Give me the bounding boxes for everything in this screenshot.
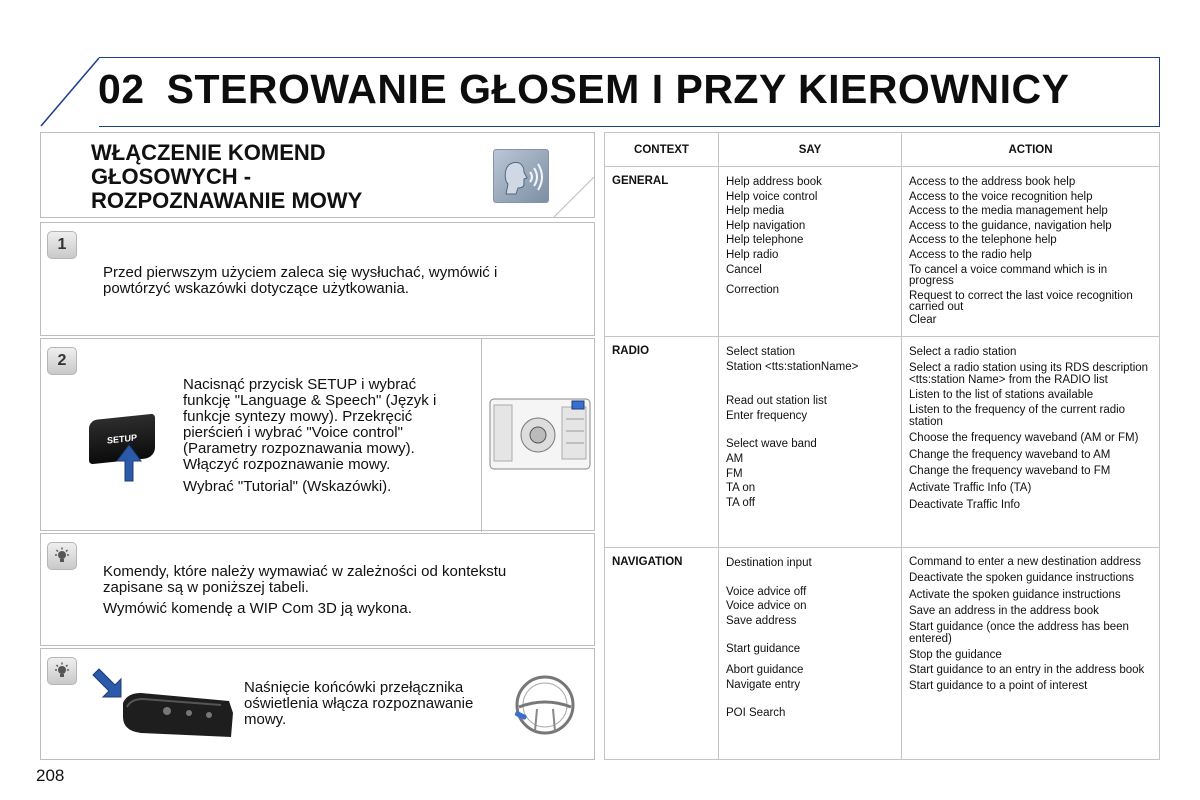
say-item: Navigate entry [726, 678, 801, 691]
action-item: Clear [909, 313, 937, 326]
action-item: Access to the address book help [909, 176, 1076, 188]
action-item: Deactivate the spoken guidance instructions [909, 572, 1135, 584]
step-2-text: Nacisnąć przycisk SETUP i wybrać funkcję "Language & Speech" (Język i funkcje syntezy mowy). Przekręcić pierścień i wybrać "Voice control" (Parametry rozpoznawania mowy). Włączyć rozpoznawanie mowy. [183, 376, 437, 473]
action-item: Listen to the list of stations available [909, 388, 1094, 401]
say-item: Help voice control [726, 190, 818, 203]
action-item: Command to enter a new destination address [909, 556, 1142, 568]
action-cell [902, 167, 1160, 337]
say-item: Select wave band [726, 438, 817, 451]
action-item: Select a radio station using its RDS description <tts:station Name> from the RADIO list [909, 361, 1149, 386]
tip-1-text-2: Wymówić komendę a WIP Com 3D ją wykona. [103, 600, 412, 617]
table-row-navigation [605, 548, 1160, 760]
tip-2-panel [40, 648, 595, 760]
arrow-up-icon [115, 443, 143, 483]
tip-1-lightbulb-icon [47, 542, 77, 570]
table-header-row [605, 133, 1160, 167]
action-item: Request to correct the last voice recognition carried out [909, 289, 1133, 313]
voice-commands-table [604, 132, 1160, 760]
page-title [98, 66, 1069, 113]
say-item: Correction [726, 284, 780, 297]
say-item: Read out station list [726, 395, 828, 408]
say-item: Abort guidance [726, 663, 804, 676]
action-item: Listen to the frequency of the current radio station [909, 404, 1126, 429]
step-1-panel [40, 222, 595, 336]
table-row-general [605, 167, 1160, 337]
action-item: Access to the telephone help [909, 234, 1057, 247]
radio-unit-panel [481, 339, 596, 532]
tip-2-lightbulb-icon [47, 657, 77, 685]
tip-1-panel [40, 533, 595, 646]
action-item: Access to the radio help [909, 248, 1032, 261]
say-item: Save address [726, 614, 797, 627]
action-item: Change the frequency waveband to FM [909, 465, 1111, 478]
voice-recognition-icon [493, 149, 549, 203]
action-item: Stop the guidance [909, 648, 1002, 661]
say-item: Select station [726, 346, 796, 358]
column-header-say: SAY [719, 133, 902, 167]
action-item: Change the frequency waveband to AM [909, 448, 1111, 461]
say-item: Voice advice on [726, 600, 807, 613]
say-item: Start guidance [726, 643, 801, 656]
say-cell [719, 167, 902, 337]
action-cell [902, 337, 1160, 548]
say-cell [719, 337, 902, 548]
radio-unit-icon [488, 397, 592, 471]
say-item: AM [726, 452, 744, 465]
say-item: TA off [726, 496, 755, 509]
say-item: Help telephone [726, 234, 804, 247]
table-row-radio [605, 337, 1160, 548]
step-1-text: Przed pierwszym użyciem zaleca się wysłuchać, wymówić i powtórzyć wskazówki dotyczące użytkowania. [103, 264, 498, 297]
corner-slant-decoration [554, 131, 594, 217]
tip-2-text: Naśnięcie końcówki przełącznika oświetlenia włącza rozpoznawanie mowy. [244, 679, 474, 728]
say-item: Destination input [726, 557, 812, 569]
action-item: Start guidance to a point of interest [909, 680, 1088, 693]
say-item: FM [726, 467, 743, 480]
page-number: 208 [36, 766, 65, 785]
say-item: Help navigation [726, 219, 806, 232]
action-item: To cancel a voice command which is in progress [909, 263, 1108, 287]
action-item: Save an address in the address book [909, 605, 1099, 618]
action-item: Activate Traffic Info (TA) [909, 481, 1032, 494]
setup-button-label: SETUP [106, 432, 137, 446]
light-stalk-icon [117, 687, 235, 741]
context-cell: NAVIGATION [605, 548, 719, 760]
action-item: Access to the voice recognition help [909, 190, 1093, 203]
action-item: Select a radio station [909, 346, 1017, 358]
action-item: Access to the media management help [909, 205, 1108, 218]
say-item: Station <tts:stationName> [726, 360, 859, 373]
action-item: Access to the guidance, navigation help [909, 219, 1112, 232]
say-item: Voice advice off [726, 585, 807, 598]
say-item: Help address book [726, 176, 822, 188]
say-item: Cancel [726, 263, 762, 276]
step-2-text-2: Wybrać "Tutorial" (Wskazówki). [183, 478, 392, 495]
header-slant-decoration [40, 57, 100, 127]
say-item: Help radio [726, 248, 779, 261]
action-item: Start guidance to an entry in the address book [909, 664, 1145, 677]
action-cell [902, 548, 1160, 760]
steering-wheel-icon [513, 673, 577, 737]
say-item: Enter frequency [726, 409, 808, 422]
say-item: POI Search [726, 707, 786, 720]
action-item: Deactivate Traffic Info [909, 498, 1021, 511]
chapter-title: STEROWANIE GŁOSEM I PRZY KIEROWNICY [166, 66, 1070, 112]
section-title: WŁĄCZENIE KOMEND GŁOSOWYCH - ROZPOZNAWANIE MOWY [91, 140, 363, 213]
say-item: TA on [726, 482, 756, 495]
action-item: Choose the frequency waveband (AM or FM) [909, 432, 1139, 445]
say-cell [719, 548, 902, 760]
context-cell: GENERAL [605, 167, 719, 337]
step-1-badge: 1 [47, 231, 77, 259]
context-cell: RADIO [605, 337, 719, 548]
step-2-badge: 2 [47, 347, 77, 375]
column-header-action: ACTION [902, 133, 1160, 167]
step-2-panel [40, 338, 595, 531]
chapter-number: 02 [98, 66, 145, 112]
section-title-panel [40, 132, 595, 218]
column-header-context: CONTEXT [605, 133, 719, 167]
action-item: Start guidance (once the address has been entered) [909, 620, 1129, 645]
tip-1-text: Komendy, które należy wymawiać w zależności od kontekstu zapisane są w poniższej tabeli. [103, 563, 507, 596]
action-item: Activate the spoken guidance instructions [909, 588, 1121, 601]
say-item: Help media [726, 205, 785, 218]
